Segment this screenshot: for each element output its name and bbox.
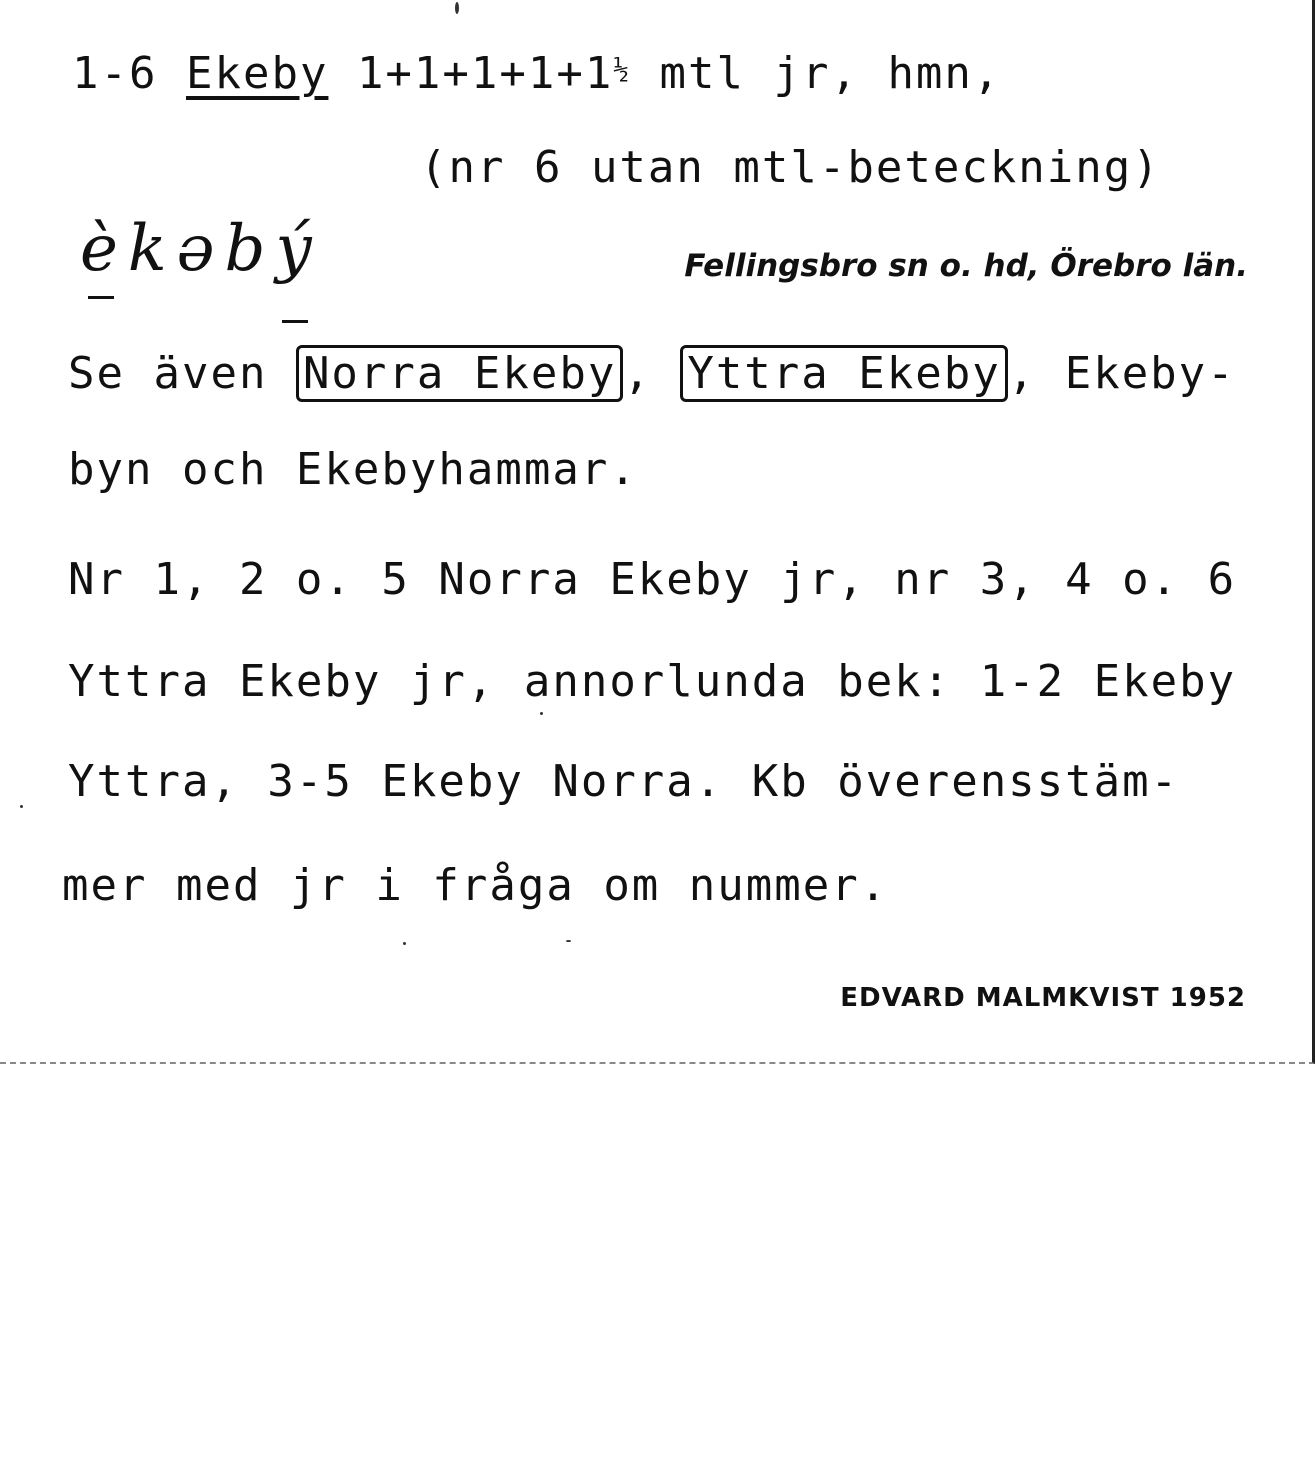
heading-fraction: 1+1+1+1+1 xyxy=(356,48,614,99)
see-also-suffix: , Ekeby- xyxy=(1007,348,1236,399)
pronunciation-handwritten: èkəbý xyxy=(80,212,322,286)
scan-speck xyxy=(20,805,23,808)
scan-speck xyxy=(540,712,543,715)
scan-speck xyxy=(403,942,406,945)
scan-speck xyxy=(455,2,459,14)
heading-name: Ekeby xyxy=(185,48,329,99)
body-line-4: Yttra, 3-5 Ekeby Norra. Kb överensstäm- xyxy=(68,756,1180,807)
heading-rest: mtl jr, hmn, xyxy=(659,48,1002,99)
note-line: (nr 6 utan mtl-beteckning) xyxy=(420,142,1161,193)
heading-fraction-part: ½ xyxy=(613,55,632,85)
body-line-5: mer med jr i fråga om nummer. xyxy=(62,860,889,911)
heading-line xyxy=(72,48,1001,99)
scan-speck xyxy=(566,940,571,942)
body-line-3: Yttra Ekeby jr, annorlunda bek: 1-2 Ekeby xyxy=(68,656,1237,707)
see-also-line: Se även Norra Ekeby , Yttra Ekeby , Ekeby- xyxy=(68,348,1236,399)
body-line-1: byn och Ekebyhammar. xyxy=(68,444,638,495)
see-also-ref-norra-ekeby: Norra Ekeby xyxy=(296,345,623,402)
location-label: Fellingsbro sn o. hd, Örebro län. xyxy=(684,248,1248,284)
see-also-ref-yttra-ekeby: Yttra Ekeby xyxy=(680,345,1007,402)
signature-stamp: EDVARD MALMKVIST 1952 xyxy=(840,983,1246,1013)
heading-range: 1-6 xyxy=(72,48,158,99)
body-line-2: Nr 1, 2 o. 5 Norra Ekeby jr, nr 3, 4 o. 6 xyxy=(68,554,1237,605)
handwritten-underline-mark xyxy=(88,296,114,299)
see-also-prefix: Se även xyxy=(68,348,268,399)
handwritten-underline-mark xyxy=(282,320,308,323)
